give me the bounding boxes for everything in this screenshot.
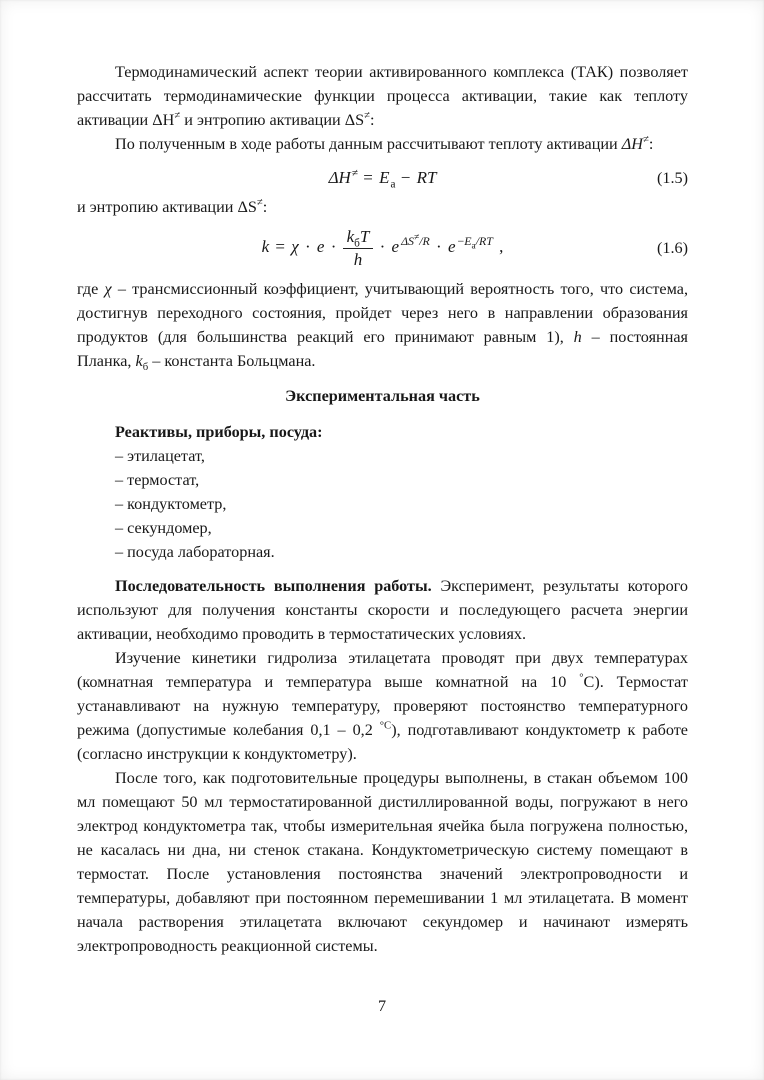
text-run: По полученным в ходе работы данным рассчитывают теплоту активации: [115, 135, 622, 153]
formula-term-kb: k: [346, 227, 355, 246]
formula-term-h: h: [353, 249, 363, 269]
text-run: – константа Больцмана.: [148, 352, 316, 371]
formula-superscript-neq: ≠: [414, 233, 420, 244]
text-run: б: [142, 361, 149, 374]
text-run: :: [370, 111, 375, 129]
formula-operator-equals: =: [363, 168, 373, 187]
text-run: h: [573, 328, 582, 347]
paragraph-entropy-lead: [77, 195, 688, 219]
formula-comma: ,: [499, 236, 504, 256]
formula-term-e: e: [316, 236, 325, 256]
formula-superscript-neq: ≠: [351, 167, 359, 180]
paragraph-heat-of-activation: [77, 132, 688, 156]
formula-term-RT: RT: [416, 168, 437, 187]
formula-term-E: E: [464, 234, 472, 249]
paragraph-chi-explanation: [77, 277, 688, 373]
formula-term-over-RT: /RT: [475, 234, 493, 249]
text-run: ≠: [642, 133, 649, 146]
formula-term-k: k: [261, 236, 270, 256]
equation-1-6: [77, 227, 688, 269]
text-run: и энтропию активации ΔS: [180, 111, 365, 129]
text-run: ΔH: [621, 135, 643, 153]
reagents-heading: Реактивы, приборы, посуда:: [115, 423, 323, 442]
text-run: :: [648, 135, 654, 153]
text-run: ≠: [256, 196, 263, 209]
text-run: После того, как подготовительные процедуры выполнены, в стакан объемом 100 мл помещают 50 мл термостатированной дистиллированной воды, погружают в него электрод кондуктометра так, чтобы измерительная ячейка была погружена полностью, не касалась ни дна, ни стенок стакана. Кондуктометрическую систему помещают в термостат. После установления постоянства значений электропроводности и температуры, добавляют при постоянном перемешивании 1 мл этилацетата. В момент начала растворения этилацетата включают секундомер и начинают измерять электропроводность реакционной системы.: [77, 769, 688, 956]
equation-1-5: [77, 166, 688, 190]
paragraph-tak-intro: [77, 60, 688, 132]
fraction-numerator: [343, 227, 374, 249]
list-item-ethyl-acetate: – этилацетат,: [115, 447, 205, 466]
formula-operator-equals: =: [275, 236, 285, 256]
section-heading-experimental-part: Экспериментальная часть: [285, 387, 480, 406]
formula-exponent-entropy: [401, 234, 430, 248]
text-run: χ: [104, 280, 112, 299]
formula-term-over-R: /R: [419, 234, 430, 249]
formula-term-chi: χ: [291, 236, 299, 256]
formula-subscript-a: a: [390, 178, 396, 191]
formula-exponent-energy: [457, 234, 493, 252]
text-run: :: [262, 198, 268, 216]
list-item-conductometer: – кондуктометр,: [115, 495, 227, 514]
list-item-thermostat: – термостат,: [115, 471, 200, 490]
paragraph-procedure-intro: [77, 574, 688, 646]
formula-subscript-b: б: [354, 237, 360, 250]
paragraph-measurement-procedure: [77, 766, 688, 958]
text-run: ≠: [364, 109, 371, 122]
paragraph-kinetics-study: [77, 646, 688, 766]
text-run: °: [579, 671, 584, 684]
text-run: ≠: [174, 109, 181, 122]
text-run: Эксперимент, результаты которого используют для получения константы скорости и последующего расчета энергии активации, необходимо проводить в термостатических условиях.: [77, 577, 688, 644]
fraction-denominator: [343, 249, 374, 270]
equation-1-6-number: (1.6): [656, 239, 688, 258]
formula-operator-dot: ·: [330, 236, 337, 256]
equation-1-5-number: (1.5): [656, 169, 688, 187]
text-run: С). Термостат устанавливают на нужную температуру, проверяют постоянство температурного режима (допустимые колебания 0,1 – 0,2: [77, 673, 688, 740]
text-run: Термодинамический аспект теории активированного комплекса (ТАК) позволяет рассчитать термодинамические функции процесса активации, такие как теплоту активации ΔH: [77, 63, 688, 129]
text-run: k: [135, 352, 143, 371]
formula-operator-minus: −: [457, 234, 465, 249]
formula-subscript-a: a: [471, 241, 476, 252]
text-run: °С: [379, 719, 392, 732]
text-run: – трансмиссионный коэффициент, учитывающий вероятность того, что система, достигнув переходного состояния, пройдет через него в направлении образования продуктов (для большинства реакций его принимают равным 1),: [77, 280, 688, 347]
text-run: Изучение кинетики гидролиза этилацетата проводят при двух температурах (комнатная температура и температура выше комнатной на 10: [77, 649, 688, 692]
formula-term-dS: ΔS: [401, 234, 414, 249]
formula-term-e: e: [391, 236, 400, 256]
equation-1-5-expression: [328, 166, 438, 190]
equation-1-6-expression: [261, 227, 505, 269]
formula-term-Ea: E: [379, 168, 390, 187]
formula-term-dH: ΔH: [328, 168, 351, 187]
formula-operator-dot: ·: [304, 236, 311, 256]
formula-operator-minus: −: [400, 168, 411, 187]
formula-operator-dot: ·: [436, 236, 442, 256]
text-run: и энтропию активации ΔS: [77, 198, 257, 216]
page-number: 7: [377, 997, 387, 1015]
list-item-labware: – посуда лабораторная.: [115, 543, 275, 562]
text-run: ), подготавливают кондуктометр к работе (согласно инструкции к кондуктометру).: [77, 721, 688, 764]
list-item-stopwatch: – секундомер,: [115, 519, 212, 538]
text-run: где: [77, 280, 105, 299]
text-run: – постоянная Планка,: [77, 328, 688, 371]
formula-term-T: T: [359, 227, 370, 246]
formula-term-e: e: [447, 236, 456, 256]
text-run: Последовательность выполнения работы.: [115, 577, 441, 596]
formula-fraction: [343, 227, 374, 269]
formula-operator-dot: ·: [379, 236, 386, 256]
